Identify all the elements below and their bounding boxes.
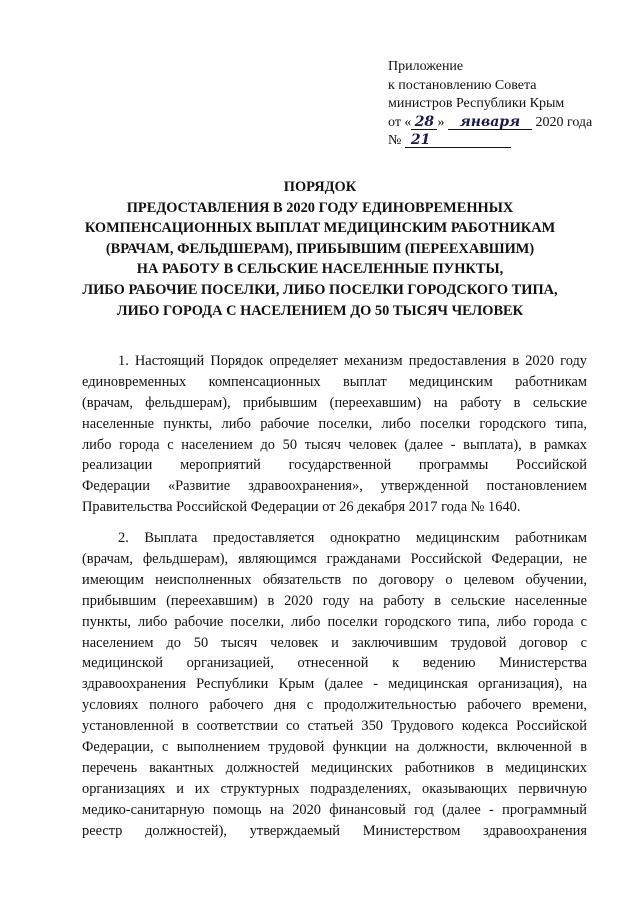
title-line: ЛИБО ГОРОДА С НАСЕЛЕНИЕМ ДО 50 ТЫСЯЧ ЧЕЛОВЕК [116, 302, 524, 319]
number-prefix: № [388, 133, 402, 148]
paragraph-1 [82, 351, 587, 518]
date-prefix: от « [388, 114, 412, 130]
text-line: Правительства Российской Федерации от 26 декабря 2017 года № 1640. [82, 499, 521, 516]
document-body [82, 351, 587, 851]
text-line: пункты, либо рабочие поселки, либо поселки городского типа, либо города с [82, 613, 587, 630]
text-line: реализации мероприятий государственной программы Российской [82, 457, 587, 474]
text-line: перечень вакантных должностей медицинских работников в медицинских [82, 759, 587, 776]
text-line: Федерации «Развитие здравоохранения», утвержденной постановлением [82, 478, 587, 495]
appendix-line-1: Приложение [388, 59, 464, 74]
text-line: медико-санитарную помощь на 2020 финансовый год (далее - программный [82, 801, 587, 818]
appendix-date-line [388, 114, 592, 133]
text-line: Федерации, с выполнением трудовой функции на должности, включенной в [82, 739, 587, 756]
title-line: ПОРЯДОК [283, 179, 357, 195]
text-line: населением до 50 тысяч человек и заключившим трудовой договор с [82, 634, 587, 651]
date-mid: » [437, 114, 445, 130]
title-line: ЛИБО РАБОЧИЕ ПОСЕЛКИ, ЛИБО ПОСЕЛКИ ГОРОДСКОГО ТИПА, [82, 281, 558, 298]
text-line: здравоохранения Республики Крым (далее - медицинская организация), на [82, 676, 587, 693]
text-line: прибывшим (переехавшим) в 2020 году на работу в сельские населенные [82, 592, 587, 609]
appendix-block [388, 58, 592, 151]
text-line: медицинской организацией, отнесенной к ведению Министерства [82, 655, 587, 672]
text-line: условиях полного рабочего дня с продолжительностью рабочего времени, [82, 697, 587, 714]
date-suffix: 2020 года [535, 114, 593, 130]
title-line: НА РАБОТУ В СЕЛЬСКИЕ НАСЕЛЕННЫЕ ПУНКТЫ, [136, 261, 504, 278]
title-line: ПРЕДОСТАВЛЕНИЯ В 2020 ГОДУ ЕДИНОВРЕМЕННЫХ [126, 199, 514, 216]
title-line: (ВРАЧАМ, ФЕЛЬДШЕРАМ), ПРИБЫВШИМ (ПЕРЕЕХАВШИМ) [105, 240, 535, 257]
text-line: (врачам, фельдшерам), прибывшим (переехавшим) на работу в сельские [82, 394, 587, 411]
title-line: КОМПЕНСАЦИОННЫХ ВЫПЛАТ МЕДИЦИНСКИМ РАБОТНИКАМ [84, 220, 556, 237]
text-line: единовременных компенсационных выплат медицинским работникам [82, 373, 587, 390]
text-line: 2. Выплата предоставляется однократно медицинским работникам [118, 530, 587, 547]
document-title [60, 177, 580, 321]
text-line: установленной в соответствии со статьей 350 Трудового кодекса Российской [82, 718, 587, 735]
appendix-number-line [388, 132, 592, 151]
appendix-line-2: к постановлению Совета [388, 77, 537, 93]
document-number-handwritten: 21 [405, 133, 511, 148]
date-day-handwritten: 28 [411, 115, 437, 130]
paragraph-2 [82, 528, 587, 841]
text-line: либо города с населением до 50 тысяч человек (далее - выплата), в рамках [82, 436, 587, 453]
date-month-handwritten: января [448, 115, 532, 130]
text-line: имеющим неисполненных обязательств по договору о целевом обучении, [82, 571, 587, 588]
text-line: населенные пункты, либо рабочие поселки, либо поселки городского типа, [82, 415, 587, 432]
text-line: организациях и их структурных подразделениях, оказывающих первичную [82, 780, 587, 797]
text-line: 1. Настоящий Порядок определяет механизм предоставления в 2020 году [118, 353, 587, 369]
text-line: (врачам, фельдшерам), являющимся гражданами Российской Федерации, не [82, 551, 587, 568]
text-line: реестр должностей), утверждаемый Министерством здравоохранения [82, 822, 587, 839]
appendix-line-3: министров Республики Крым [388, 96, 565, 111]
